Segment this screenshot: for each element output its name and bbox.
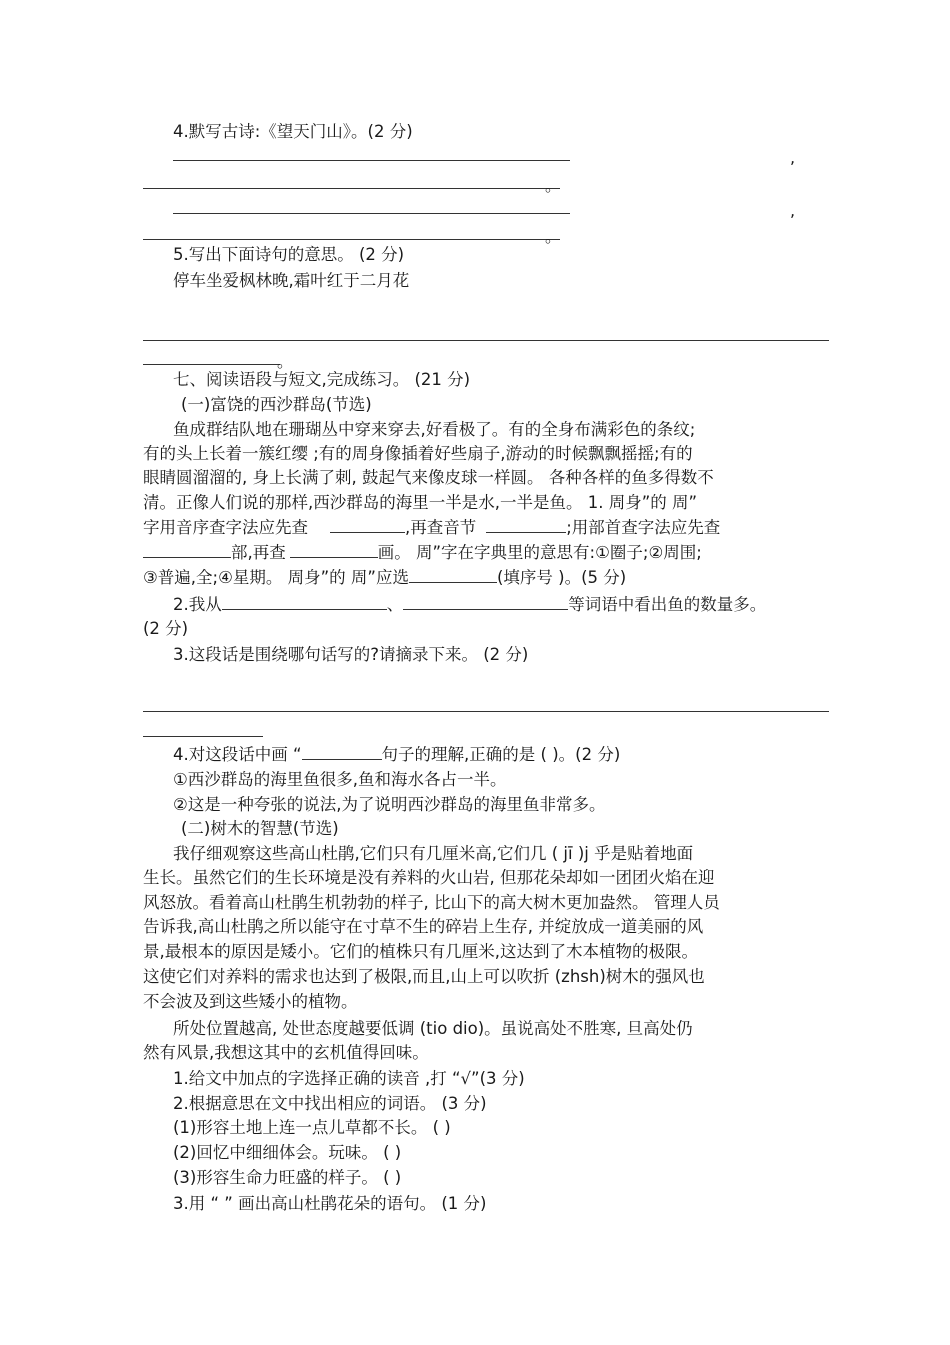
answer-line[interactable] [143, 340, 829, 341]
text: 句子的理解,正确的是 ( )。(2 分) [381, 745, 621, 764]
fill-blank[interactable] [409, 567, 497, 583]
answer-line[interactable] [143, 239, 560, 240]
passage-2-line: 这使它们对养料的需求也达到了极限,而且,山上可以吹折 (zhsh)树木的强风也 [143, 967, 705, 986]
passage-1-line [143, 517, 720, 539]
option-1[interactable]: ①西沙群岛的海里鱼很多,鱼和海水各占一半。 [173, 770, 507, 789]
passage-2-line: 所处位置越高, 处世态度越要低调 (tio dio)。虽说高处不胜寒, 旦高处仍 [173, 1019, 693, 1038]
passage-1-line [143, 542, 702, 564]
passage-2-line: 景,最根本的原因是矮小。它们的植株只有几厘米,这达到了木本植物的极限。 [143, 942, 698, 961]
text: 、 [386, 595, 404, 614]
passage-1-line [143, 567, 626, 589]
text: 4.对这段话中画 “ [173, 745, 302, 764]
fill-blank[interactable] [486, 517, 566, 533]
text: 2.我从 [173, 595, 222, 614]
period-mark: 。 [277, 352, 294, 371]
fill-blank[interactable] [330, 517, 405, 533]
passage-2-line: 风怒放。看着高山杜鹃生机勃勃的样子, 比山下的高大树木更加盎然。 管理人员 [143, 893, 720, 912]
passage-1-title: (一)富饶的西沙群岛(节选) [181, 395, 372, 414]
answer-line[interactable] [173, 160, 570, 161]
question-7-1-2 [173, 594, 766, 616]
sub-question[interactable]: (2)回忆中细细体会。玩味。 ( ) [173, 1143, 402, 1162]
fill-blank[interactable] [143, 542, 231, 558]
question-6-4: 4.默写古诗:《望天门山》。(2 分) [173, 122, 413, 141]
answer-line[interactable] [143, 736, 263, 737]
sub-question[interactable]: (3)形容生命力旺盛的样子。 ( ) [173, 1168, 402, 1187]
text: ,再查音节 [405, 518, 477, 537]
text: (填序号 )。(5 分) [496, 568, 627, 587]
period-mark: 。 [545, 176, 562, 195]
text: 等词语中看出鱼的数量多。 [568, 595, 767, 614]
fill-blank[interactable] [403, 594, 568, 610]
passage-1-line: 有的头上长着一簇红缨 ;有的周身像插着好些扇子,游动的时候飘飘摇摇;有的 [143, 444, 693, 463]
question-7-1-4 [173, 744, 620, 766]
fill-blank[interactable] [302, 744, 382, 760]
question-7-2-3: 3.用 “ ” 画出高山杜鹃花朵的语句。 (1 分) [173, 1194, 487, 1213]
score-text: (2 分) [143, 619, 189, 638]
text: ;用部首查字法应先查 [566, 518, 721, 537]
comma-mark: , [790, 148, 796, 167]
question-7-2-1: 1.给文中加点的字选择正确的读音 ,打 “√”(3 分) [173, 1069, 525, 1088]
comma-mark: , [790, 201, 796, 220]
passage-1-line: 清。正像人们说的那样,西沙群岛的海里一半是水,一半是鱼。 1. 周身”的 周” [143, 493, 698, 512]
passage-2-line: 不会波及到这些矮小的植物。 [143, 992, 358, 1011]
option-2[interactable]: ②这是一种夸张的说法,为了说明西沙群岛的海里鱼非常多。 [173, 795, 606, 814]
passage-2-line: 告诉我,高山杜鹃之所以能守在寸草不生的碎岩上生存, 并绽放成一道美丽的风 [143, 917, 704, 936]
answer-line[interactable] [173, 213, 570, 214]
sub-question[interactable]: (1)形容土地上连一点儿草都不长。 ( ) [173, 1118, 451, 1137]
text: 部,再查 [231, 543, 286, 562]
question-7-1-3: 3.这段话是围绕哪句话写的?请摘录下来。 (2 分) [173, 645, 529, 664]
passage-2-line: 我仔细观察这些高山杜鹃,它们只有几厘米高,它们几 ( jī )j 乎是贴着地面 [173, 844, 694, 863]
section-7-title: 七、阅读语段与短文,完成练习。 (21 分) [173, 370, 471, 389]
period-mark: 。 [545, 227, 562, 246]
fill-blank[interactable] [290, 542, 378, 558]
passage-1-line: 眼睛圆溜溜的, 身上长满了刺, 鼓起气来像皮球一样圆。 各种各样的鱼多得数不 [143, 468, 714, 487]
passage-2-line: 然有风景,我想这其中的玄机值得回味。 [143, 1043, 429, 1062]
text: ③普遍,全;④星期。 周身”的 周”应选 [143, 568, 409, 587]
passage-1-line: 鱼成群结队地在珊瑚丛中穿来穿去,好看极了。有的全身布满彩色的条纹; [173, 420, 696, 439]
text: 字用音序查字法应先查 [143, 518, 308, 537]
passage-2-line: 生长。虽然它们的生长环境是没有养料的火山岩, 但那花朵却如一团团火焰在迎 [143, 868, 715, 887]
passage-2-title: (二)树木的智慧(节选) [181, 819, 339, 838]
answer-line[interactable] [143, 711, 829, 712]
poem-line: 停车坐爱枫林晚,霜叶红于二月花 [173, 271, 410, 290]
answer-line[interactable] [143, 364, 280, 365]
text: 画。 周”字在字典里的意思有:①圈子;②周围; [377, 543, 702, 562]
fill-blank[interactable] [222, 594, 387, 610]
question-6-5: 5.写出下面诗句的意思。 (2 分) [173, 245, 405, 264]
question-7-2-2: 2.根据意思在文中找出相应的词语。 (3 分) [173, 1094, 487, 1113]
answer-line[interactable] [143, 188, 560, 189]
